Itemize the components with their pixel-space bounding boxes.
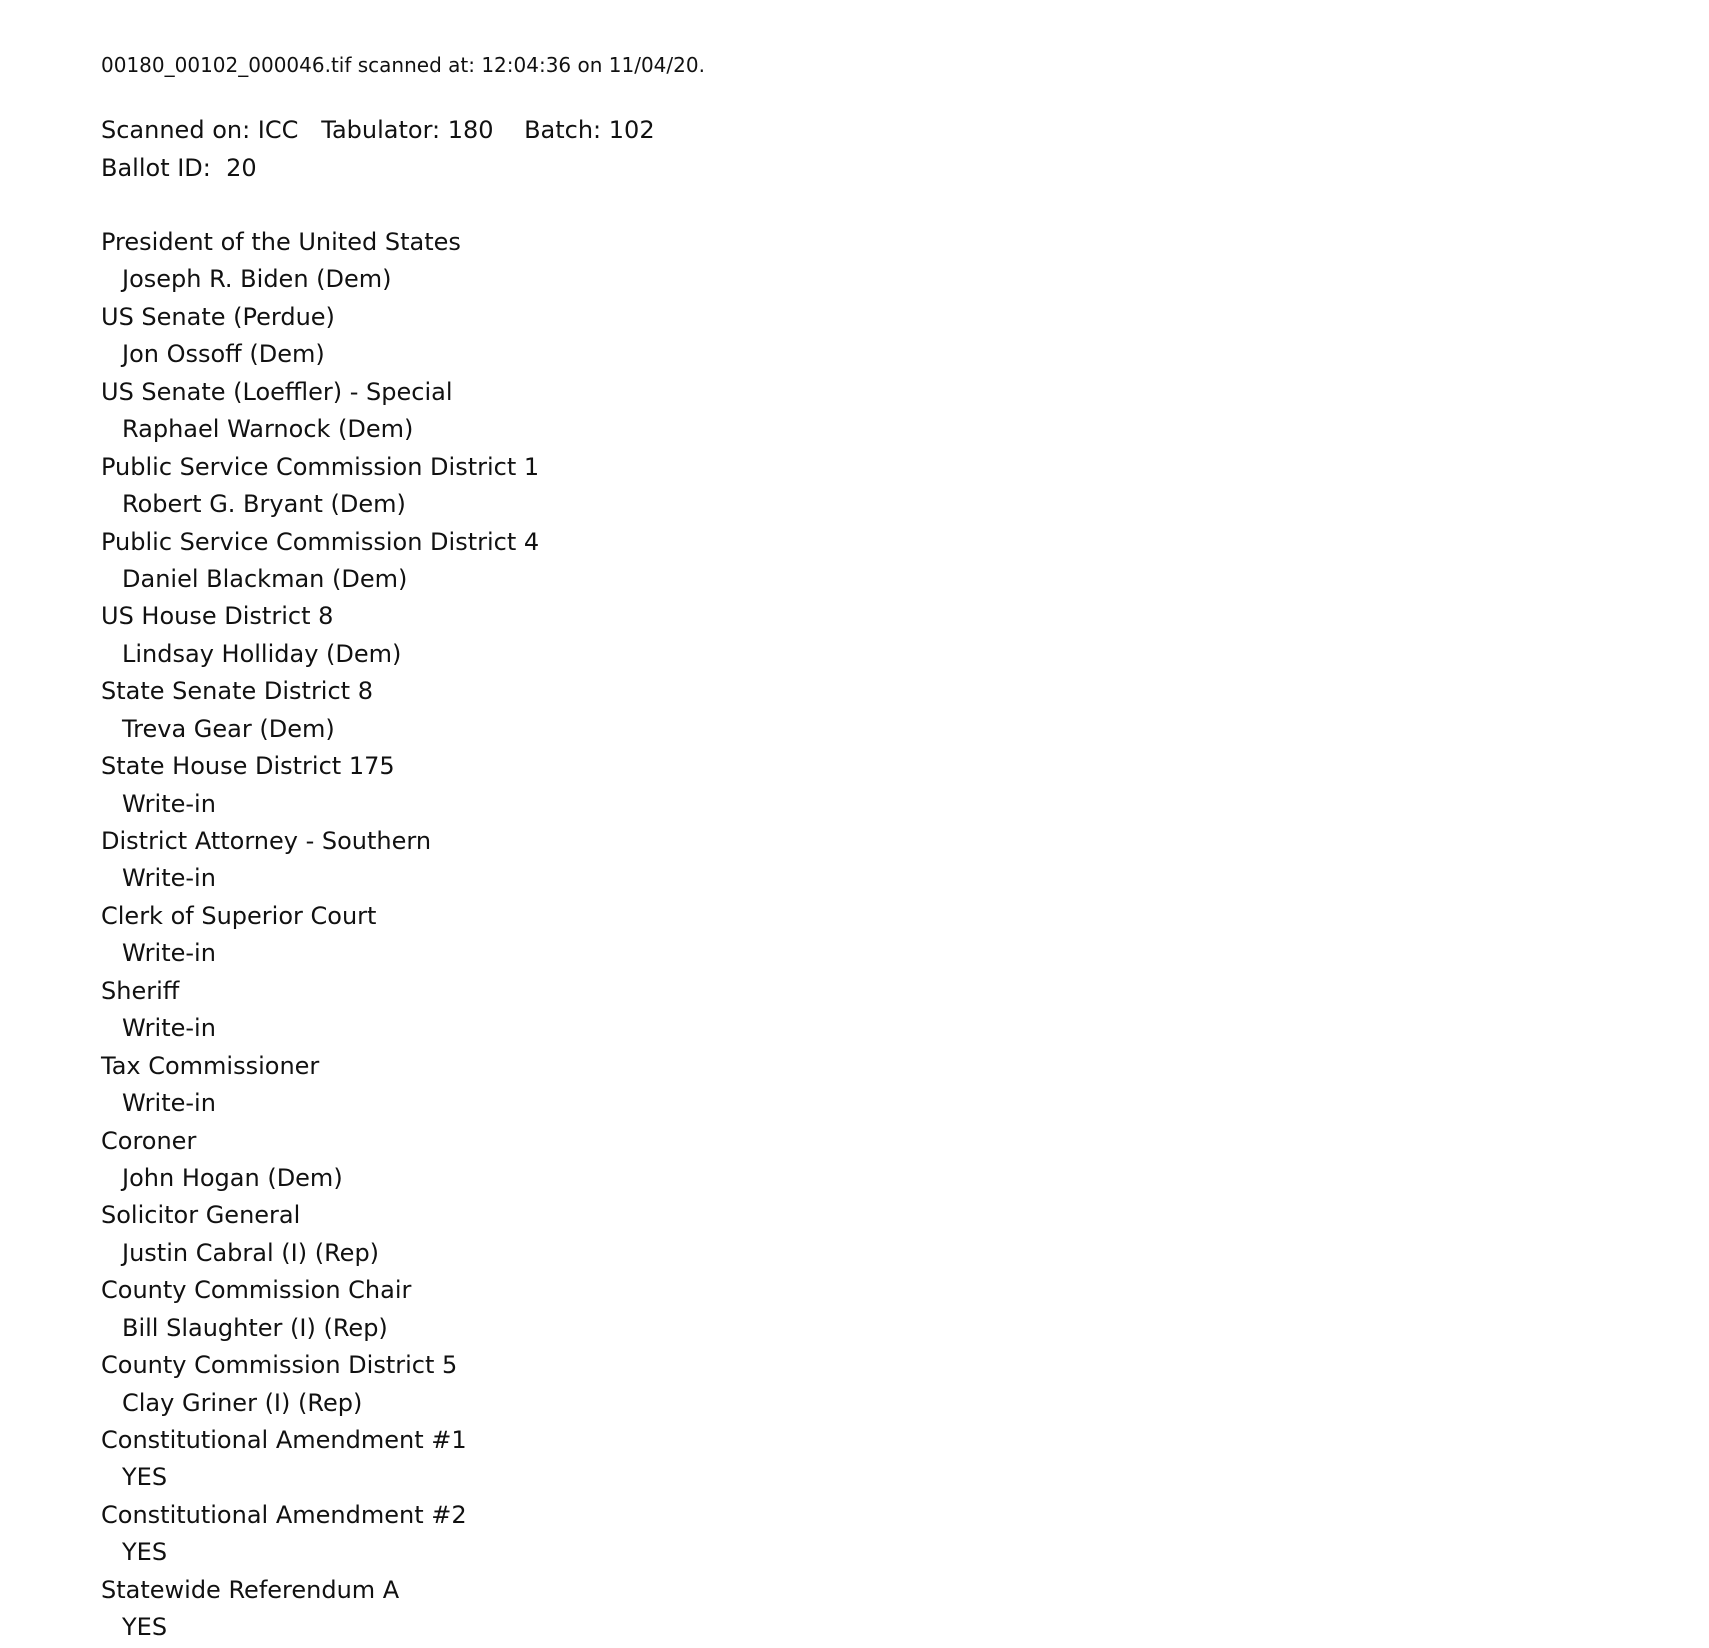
contest-title: State House District 175 xyxy=(101,752,395,781)
scan-info-line: 00180_00102_000046.tif scanned at: 12:04:36 on 11/04/20. xyxy=(101,53,705,77)
ballot-id-line: Ballot ID: 20 xyxy=(101,153,257,182)
contest-choice: Daniel Blackman (Dem) xyxy=(122,564,408,593)
contest-title: President of the United States xyxy=(101,228,461,256)
contest-choice: Write-in xyxy=(122,864,216,893)
contest-choice: Bill Slaughter (I) (Rep) xyxy=(122,1313,388,1342)
contest-title: US Senate (Perdue) xyxy=(101,302,335,331)
contest-choice: Write-in xyxy=(122,789,216,818)
contest-title: District Attorney - Southern xyxy=(101,827,432,855)
contest-choice: Write-in xyxy=(122,1089,216,1118)
contest-title: County Commission Chair xyxy=(101,1276,412,1305)
contest-choice: Treva Gear (Dem) xyxy=(122,714,335,743)
contest-title: Public Service Commission District 1 xyxy=(101,452,540,481)
contest-title: Sheriff xyxy=(101,976,180,1005)
contest-title: US House District 8 xyxy=(101,602,334,631)
contest-title: Solicitor General xyxy=(101,1201,301,1230)
contest-title: Tax Commissioner xyxy=(101,1051,320,1080)
contest-choice: Jon Ossoff (Dem) xyxy=(122,340,325,369)
contest-title: Public Service Commission District 4 xyxy=(101,527,540,556)
contest-title: Constitutional Amendment #2 xyxy=(101,1500,467,1529)
contest-choice: Write-in xyxy=(122,939,216,968)
contest-choice: Write-in xyxy=(122,1014,216,1043)
contest-title: State Senate District 8 xyxy=(101,677,373,706)
contest-choice: YES xyxy=(122,1538,168,1567)
contest-choice: Clay Griner (I) (Rep) xyxy=(122,1388,363,1417)
contest-title: Statewide Referendum A xyxy=(101,1575,400,1604)
contest-choice: Lindsay Holliday (Dem) xyxy=(122,639,402,668)
contest-choice: YES xyxy=(122,1463,168,1492)
contest-list xyxy=(101,224,1601,1647)
contest-choice: YES xyxy=(122,1613,168,1642)
ballot-header xyxy=(101,112,1601,187)
ballot-document xyxy=(101,48,1601,1647)
contest-choice: John Hogan (Dem) xyxy=(122,1163,343,1192)
contest-title: Constitutional Amendment #1 xyxy=(101,1426,467,1454)
contest-title: County Commission District 5 xyxy=(101,1351,458,1380)
contest-choice: Raphael Warnock (Dem) xyxy=(122,415,414,444)
contest-title: Clerk of Superior Court xyxy=(101,901,377,930)
contest-choice: Robert G. Bryant (Dem) xyxy=(122,490,406,519)
contest-choice: Justin Cabral (I) (Rep) xyxy=(122,1238,380,1267)
contest-title: US Senate (Loeffler) - Special xyxy=(101,377,453,406)
contest-choice: Joseph R. Biden (Dem) xyxy=(122,265,392,294)
contest-title: Coroner xyxy=(101,1126,197,1155)
scanned-on-line: Scanned on: ICC Tabulator: 180 Batch: 102 xyxy=(101,116,655,144)
